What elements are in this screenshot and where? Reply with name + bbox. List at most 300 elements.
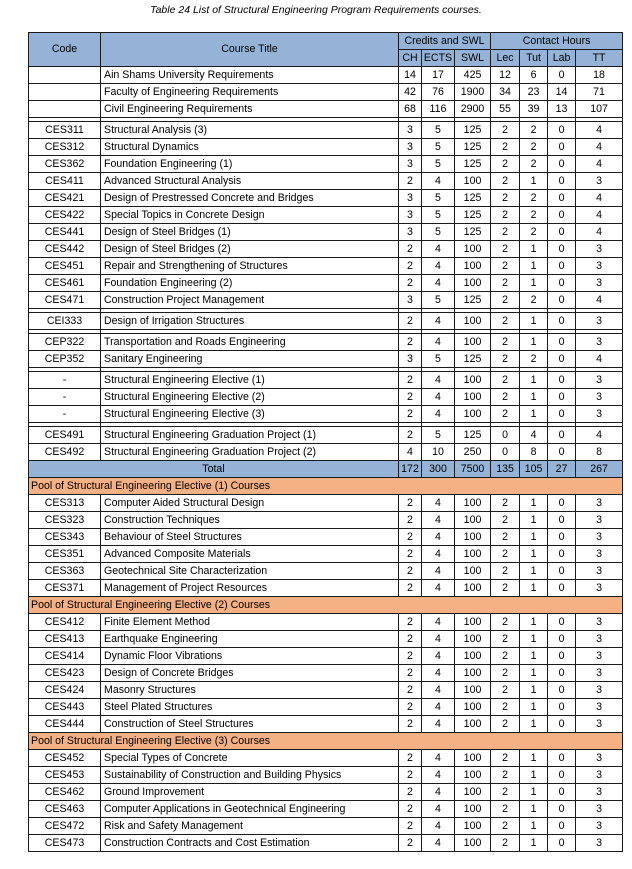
- pool-title: Pool of Structural Engineering Elective (3) Courses: [29, 733, 623, 750]
- course-code: CES444: [29, 716, 101, 733]
- cell-swl: 100: [455, 631, 491, 648]
- course-code: CES442: [29, 241, 101, 258]
- table-row: [29, 716, 623, 733]
- course-code: CES441: [29, 224, 101, 241]
- header-tt: TT: [576, 50, 623, 67]
- course-code: CES323: [29, 512, 101, 529]
- cell-ch: 2: [399, 767, 422, 784]
- cell-ch: 2: [399, 275, 422, 292]
- cell-lec: 2: [491, 750, 520, 767]
- cell-tut: 2: [520, 351, 548, 368]
- table-row: [29, 84, 623, 101]
- cell-lab: 0: [548, 427, 576, 444]
- cell-lab: 0: [548, 275, 576, 292]
- cell-ch: 4: [399, 444, 422, 461]
- header-ects: ECTS: [422, 50, 455, 67]
- total-swl: 7500: [455, 461, 491, 478]
- cell-lab: 0: [548, 835, 576, 852]
- cell-tut: 1: [520, 716, 548, 733]
- cell-tt: 3: [576, 767, 623, 784]
- cell-ects: 4: [422, 173, 455, 190]
- cell-lec: 2: [491, 495, 520, 512]
- cell-tut: 1: [520, 372, 548, 389]
- cell-ch: 2: [399, 818, 422, 835]
- cell-swl: 100: [455, 512, 491, 529]
- requirements-table: [28, 32, 623, 852]
- course-title: Construction Techniques: [101, 512, 399, 529]
- course-code: CES362: [29, 156, 101, 173]
- cell-ch: 2: [399, 614, 422, 631]
- cell-tut: 1: [520, 614, 548, 631]
- cell-ch: 2: [399, 835, 422, 852]
- course-title: Risk and Safety Management: [101, 818, 399, 835]
- cell-tt: 4: [576, 207, 623, 224]
- cell-ects: 5: [422, 190, 455, 207]
- table-row: [29, 495, 623, 512]
- cell-tut: 4: [520, 427, 548, 444]
- table-row: [29, 546, 623, 563]
- cell-ects: 5: [422, 156, 455, 173]
- table-row: [29, 334, 623, 351]
- cell-tut: 2: [520, 190, 548, 207]
- cell-lab: 0: [548, 258, 576, 275]
- cell-tut: 1: [520, 665, 548, 682]
- cell-ch: 2: [399, 173, 422, 190]
- course-title: Earthquake Engineering: [101, 631, 399, 648]
- course-title: Steel Plated Structures: [101, 699, 399, 716]
- cell-swl: 100: [455, 648, 491, 665]
- total-tt: 267: [576, 461, 623, 478]
- table-row: [29, 275, 623, 292]
- course-code: CES452: [29, 750, 101, 767]
- cell-ch: 3: [399, 292, 422, 309]
- cell-swl: 100: [455, 835, 491, 852]
- cell-ch: 2: [399, 665, 422, 682]
- cell-ects: 4: [422, 648, 455, 665]
- cell-tt: 8: [576, 444, 623, 461]
- cell-ects: 4: [422, 801, 455, 818]
- pool-header-row: [29, 733, 623, 750]
- course-title: Masonry Structures: [101, 682, 399, 699]
- table-row: [29, 406, 623, 423]
- cell-lec: 2: [491, 334, 520, 351]
- cell-lec: 2: [491, 389, 520, 406]
- table-row: [29, 801, 623, 818]
- cell-swl: 100: [455, 275, 491, 292]
- table-row: [29, 292, 623, 309]
- cell-lab: 0: [548, 716, 576, 733]
- cell-swl: 100: [455, 406, 491, 423]
- cell-tut: 1: [520, 801, 548, 818]
- cell-ects: 4: [422, 631, 455, 648]
- cell-ects: 4: [422, 313, 455, 330]
- cell-tut: 1: [520, 580, 548, 597]
- cell-tut: 2: [520, 292, 548, 309]
- table-row: [29, 648, 623, 665]
- cell-swl: 100: [455, 372, 491, 389]
- cell-ch: 2: [399, 334, 422, 351]
- table-row: [29, 156, 623, 173]
- cell-tut: 1: [520, 241, 548, 258]
- table-row: [29, 818, 623, 835]
- cell-tt: 3: [576, 495, 623, 512]
- cell-tut: 2: [520, 139, 548, 156]
- cell-ch: 2: [399, 801, 422, 818]
- table-row: [29, 67, 623, 84]
- course-title: Advanced Composite Materials: [101, 546, 399, 563]
- cell-ects: 4: [422, 372, 455, 389]
- cell-ch: 2: [399, 512, 422, 529]
- course-title: Advanced Structural Analysis: [101, 173, 399, 190]
- course-code: CES371: [29, 580, 101, 597]
- cell-swl: 125: [455, 427, 491, 444]
- table-row: [29, 750, 623, 767]
- table-row: [29, 580, 623, 597]
- cell-tt: 3: [576, 275, 623, 292]
- course-code: [29, 67, 101, 84]
- cell-ects: 116: [422, 101, 455, 118]
- course-code: CES351: [29, 546, 101, 563]
- cell-tt: 3: [576, 546, 623, 563]
- cell-tut: 1: [520, 313, 548, 330]
- cell-lab: 0: [548, 389, 576, 406]
- table-row: [29, 122, 623, 139]
- cell-ch: 3: [399, 207, 422, 224]
- header-course-title: Course Title: [101, 33, 399, 67]
- table-row: [29, 682, 623, 699]
- cell-ects: 4: [422, 546, 455, 563]
- table-row: [29, 563, 623, 580]
- cell-tt: 4: [576, 190, 623, 207]
- course-code: CES453: [29, 767, 101, 784]
- cell-lec: 2: [491, 631, 520, 648]
- cell-ch: 2: [399, 631, 422, 648]
- table-row: [29, 529, 623, 546]
- cell-lec: 2: [491, 767, 520, 784]
- cell-ch: 2: [399, 699, 422, 716]
- course-title: Faculty of Engineering Requirements: [101, 84, 399, 101]
- header-lec: Lec: [491, 50, 520, 67]
- course-title: Computer Aided Structural Design: [101, 495, 399, 512]
- cell-tt: 3: [576, 614, 623, 631]
- cell-ects: 4: [422, 818, 455, 835]
- course-code: CES462: [29, 784, 101, 801]
- header-ch: CH: [399, 50, 422, 67]
- cell-lab: 0: [548, 682, 576, 699]
- table-row: [29, 699, 623, 716]
- cell-tt: 4: [576, 224, 623, 241]
- cell-tut: 1: [520, 495, 548, 512]
- cell-ch: 2: [399, 406, 422, 423]
- table-row: [29, 631, 623, 648]
- course-code: CES463: [29, 801, 101, 818]
- cell-lec: 2: [491, 275, 520, 292]
- cell-tt: 3: [576, 750, 623, 767]
- cell-swl: 125: [455, 139, 491, 156]
- cell-tut: 1: [520, 529, 548, 546]
- cell-lec: 2: [491, 122, 520, 139]
- cell-tt: 3: [576, 241, 623, 258]
- course-code: CES492: [29, 444, 101, 461]
- course-title: Structural Analysis (3): [101, 122, 399, 139]
- cell-swl: 100: [455, 563, 491, 580]
- cell-ects: 4: [422, 258, 455, 275]
- cell-swl: 250: [455, 444, 491, 461]
- cell-ch: 2: [399, 716, 422, 733]
- cell-swl: 100: [455, 313, 491, 330]
- cell-swl: 100: [455, 389, 491, 406]
- cell-tt: 3: [576, 529, 623, 546]
- cell-lab: 0: [548, 372, 576, 389]
- cell-swl: 100: [455, 682, 491, 699]
- course-code: CEP322: [29, 334, 101, 351]
- table-row: [29, 427, 623, 444]
- cell-lec: 2: [491, 173, 520, 190]
- total-label: Total: [29, 461, 399, 478]
- course-title: Ground Improvement: [101, 784, 399, 801]
- course-code: -: [29, 389, 101, 406]
- header-swl: SWL: [455, 50, 491, 67]
- table-row: [29, 389, 623, 406]
- pool-title: Pool of Structural Engineering Elective (2) Courses: [29, 597, 623, 614]
- cell-lec: 2: [491, 156, 520, 173]
- cell-tt: 3: [576, 835, 623, 852]
- cell-tut: 1: [520, 682, 548, 699]
- cell-lec: 2: [491, 546, 520, 563]
- course-title: Geotechnical Site Characterization: [101, 563, 399, 580]
- cell-ects: 4: [422, 750, 455, 767]
- cell-ects: 17: [422, 67, 455, 84]
- table-row: [29, 207, 623, 224]
- cell-swl: 125: [455, 224, 491, 241]
- table-row: [29, 258, 623, 275]
- cell-tut: 8: [520, 444, 548, 461]
- cell-ects: 4: [422, 334, 455, 351]
- course-title: Structural Engineering Elective (1): [101, 372, 399, 389]
- course-title: Construction Contracts and Cost Estimation: [101, 835, 399, 852]
- course-code: CES311: [29, 122, 101, 139]
- cell-lab: 0: [548, 767, 576, 784]
- cell-ects: 4: [422, 835, 455, 852]
- total-ects: 300: [422, 461, 455, 478]
- cell-lab: 0: [548, 580, 576, 597]
- cell-lab: 0: [548, 495, 576, 512]
- cell-lab: 14: [548, 84, 576, 101]
- course-code: -: [29, 406, 101, 423]
- cell-lec: 2: [491, 818, 520, 835]
- total-row: [29, 461, 623, 478]
- table-row: [29, 665, 623, 682]
- course-title: Management of Project Resources: [101, 580, 399, 597]
- course-code: CES422: [29, 207, 101, 224]
- table-row: [29, 835, 623, 852]
- cell-ects: 5: [422, 427, 455, 444]
- cell-tut: 23: [520, 84, 548, 101]
- cell-lab: 0: [548, 139, 576, 156]
- cell-ch: 2: [399, 648, 422, 665]
- cell-ects: 4: [422, 275, 455, 292]
- cell-tt: 3: [576, 173, 623, 190]
- course-code: CES313: [29, 495, 101, 512]
- course-title: Design of Steel Bridges (2): [101, 241, 399, 258]
- cell-tt: 3: [576, 631, 623, 648]
- cell-swl: 100: [455, 699, 491, 716]
- course-title: Construction Project Management: [101, 292, 399, 309]
- cell-tt: 3: [576, 818, 623, 835]
- cell-ects: 5: [422, 122, 455, 139]
- cell-tut: 2: [520, 207, 548, 224]
- cell-lec: 2: [491, 580, 520, 597]
- cell-ects: 4: [422, 784, 455, 801]
- cell-lec: 2: [491, 241, 520, 258]
- cell-swl: 100: [455, 529, 491, 546]
- cell-ects: 4: [422, 406, 455, 423]
- course-code: CEP352: [29, 351, 101, 368]
- course-title: Structural Dynamics: [101, 139, 399, 156]
- cell-lec: 2: [491, 351, 520, 368]
- header-tut: Tut: [520, 50, 548, 67]
- cell-tut: 1: [520, 173, 548, 190]
- cell-swl: 100: [455, 546, 491, 563]
- course-title: Design of Irrigation Structures: [101, 313, 399, 330]
- cell-tut: 1: [520, 334, 548, 351]
- cell-ch: 3: [399, 156, 422, 173]
- total-tut: 105: [520, 461, 548, 478]
- course-title: Sustainability of Construction and Building Physics: [101, 767, 399, 784]
- course-code: CES363: [29, 563, 101, 580]
- cell-ch: 2: [399, 427, 422, 444]
- table-row: [29, 190, 623, 207]
- cell-tt: 3: [576, 716, 623, 733]
- cell-lab: 0: [548, 224, 576, 241]
- cell-lab: 0: [548, 563, 576, 580]
- cell-ch: 2: [399, 241, 422, 258]
- cell-swl: 125: [455, 292, 491, 309]
- cell-lab: 0: [548, 351, 576, 368]
- cell-lab: 0: [548, 614, 576, 631]
- cell-ch: 3: [399, 190, 422, 207]
- cell-tt: 3: [576, 665, 623, 682]
- cell-swl: 125: [455, 190, 491, 207]
- cell-tut: 1: [520, 389, 548, 406]
- course-title: Construction of Steel Structures: [101, 716, 399, 733]
- cell-lec: 2: [491, 682, 520, 699]
- cell-lec: 2: [491, 224, 520, 241]
- cell-lab: 0: [548, 665, 576, 682]
- table-row: [29, 173, 623, 190]
- cell-tt: 18: [576, 67, 623, 84]
- course-code: [29, 101, 101, 118]
- course-title: Design of Concrete Bridges: [101, 665, 399, 682]
- course-code: CES471: [29, 292, 101, 309]
- cell-lab: 0: [548, 156, 576, 173]
- cell-tt: 3: [576, 563, 623, 580]
- cell-ch: 2: [399, 313, 422, 330]
- cell-lec: 2: [491, 529, 520, 546]
- cell-swl: 100: [455, 173, 491, 190]
- course-code: CES411: [29, 173, 101, 190]
- cell-ects: 4: [422, 389, 455, 406]
- table-row: [29, 784, 623, 801]
- course-code: CES412: [29, 614, 101, 631]
- course-title: Structural Engineering Elective (3): [101, 406, 399, 423]
- cell-tut: 1: [520, 767, 548, 784]
- cell-lec: 2: [491, 292, 520, 309]
- cell-tut: 1: [520, 258, 548, 275]
- cell-swl: 100: [455, 818, 491, 835]
- cell-tt: 4: [576, 139, 623, 156]
- course-title: Finite Element Method: [101, 614, 399, 631]
- cell-lab: 13: [548, 101, 576, 118]
- table-row: [29, 101, 623, 118]
- cell-ch: 3: [399, 122, 422, 139]
- cell-ch: 2: [399, 372, 422, 389]
- course-code: CES343: [29, 529, 101, 546]
- cell-tt: 3: [576, 372, 623, 389]
- cell-swl: 425: [455, 67, 491, 84]
- cell-lec: 2: [491, 190, 520, 207]
- cell-swl: 1900: [455, 84, 491, 101]
- cell-lab: 0: [548, 699, 576, 716]
- cell-tut: 1: [520, 406, 548, 423]
- cell-lab: 0: [548, 173, 576, 190]
- cell-lec: 2: [491, 258, 520, 275]
- cell-ch: 2: [399, 546, 422, 563]
- cell-ects: 4: [422, 614, 455, 631]
- cell-lab: 0: [548, 67, 576, 84]
- cell-tt: 3: [576, 313, 623, 330]
- cell-ch: 2: [399, 580, 422, 597]
- cell-tut: 39: [520, 101, 548, 118]
- cell-ects: 5: [422, 139, 455, 156]
- cell-ch: 2: [399, 784, 422, 801]
- course-title: Computer Applications in Geotechnical Engineering: [101, 801, 399, 818]
- cell-tt: 4: [576, 292, 623, 309]
- cell-lec: 2: [491, 801, 520, 818]
- course-title: Structural Engineering Graduation Project (2): [101, 444, 399, 461]
- cell-ects: 4: [422, 495, 455, 512]
- cell-tt: 71: [576, 84, 623, 101]
- cell-lab: 0: [548, 334, 576, 351]
- cell-tut: 2: [520, 224, 548, 241]
- cell-swl: 100: [455, 801, 491, 818]
- cell-lec: 2: [491, 372, 520, 389]
- cell-tt: 3: [576, 699, 623, 716]
- cell-tut: 1: [520, 648, 548, 665]
- cell-ch: 3: [399, 139, 422, 156]
- cell-tut: 2: [520, 156, 548, 173]
- cell-ects: 4: [422, 767, 455, 784]
- cell-lec: 2: [491, 648, 520, 665]
- cell-lec: 2: [491, 406, 520, 423]
- cell-lab: 0: [548, 190, 576, 207]
- course-code: [29, 84, 101, 101]
- cell-swl: 100: [455, 334, 491, 351]
- course-title: Dynamic Floor Vibrations: [101, 648, 399, 665]
- cell-ch: 2: [399, 258, 422, 275]
- cell-tut: 1: [520, 818, 548, 835]
- cell-lec: 2: [491, 665, 520, 682]
- course-code: CES472: [29, 818, 101, 835]
- cell-tut: 1: [520, 275, 548, 292]
- cell-lec: 0: [491, 427, 520, 444]
- cell-ects: 76: [422, 84, 455, 101]
- cell-lab: 0: [548, 648, 576, 665]
- course-code: CES413: [29, 631, 101, 648]
- cell-swl: 100: [455, 495, 491, 512]
- cell-tt: 3: [576, 682, 623, 699]
- cell-tut: 1: [520, 699, 548, 716]
